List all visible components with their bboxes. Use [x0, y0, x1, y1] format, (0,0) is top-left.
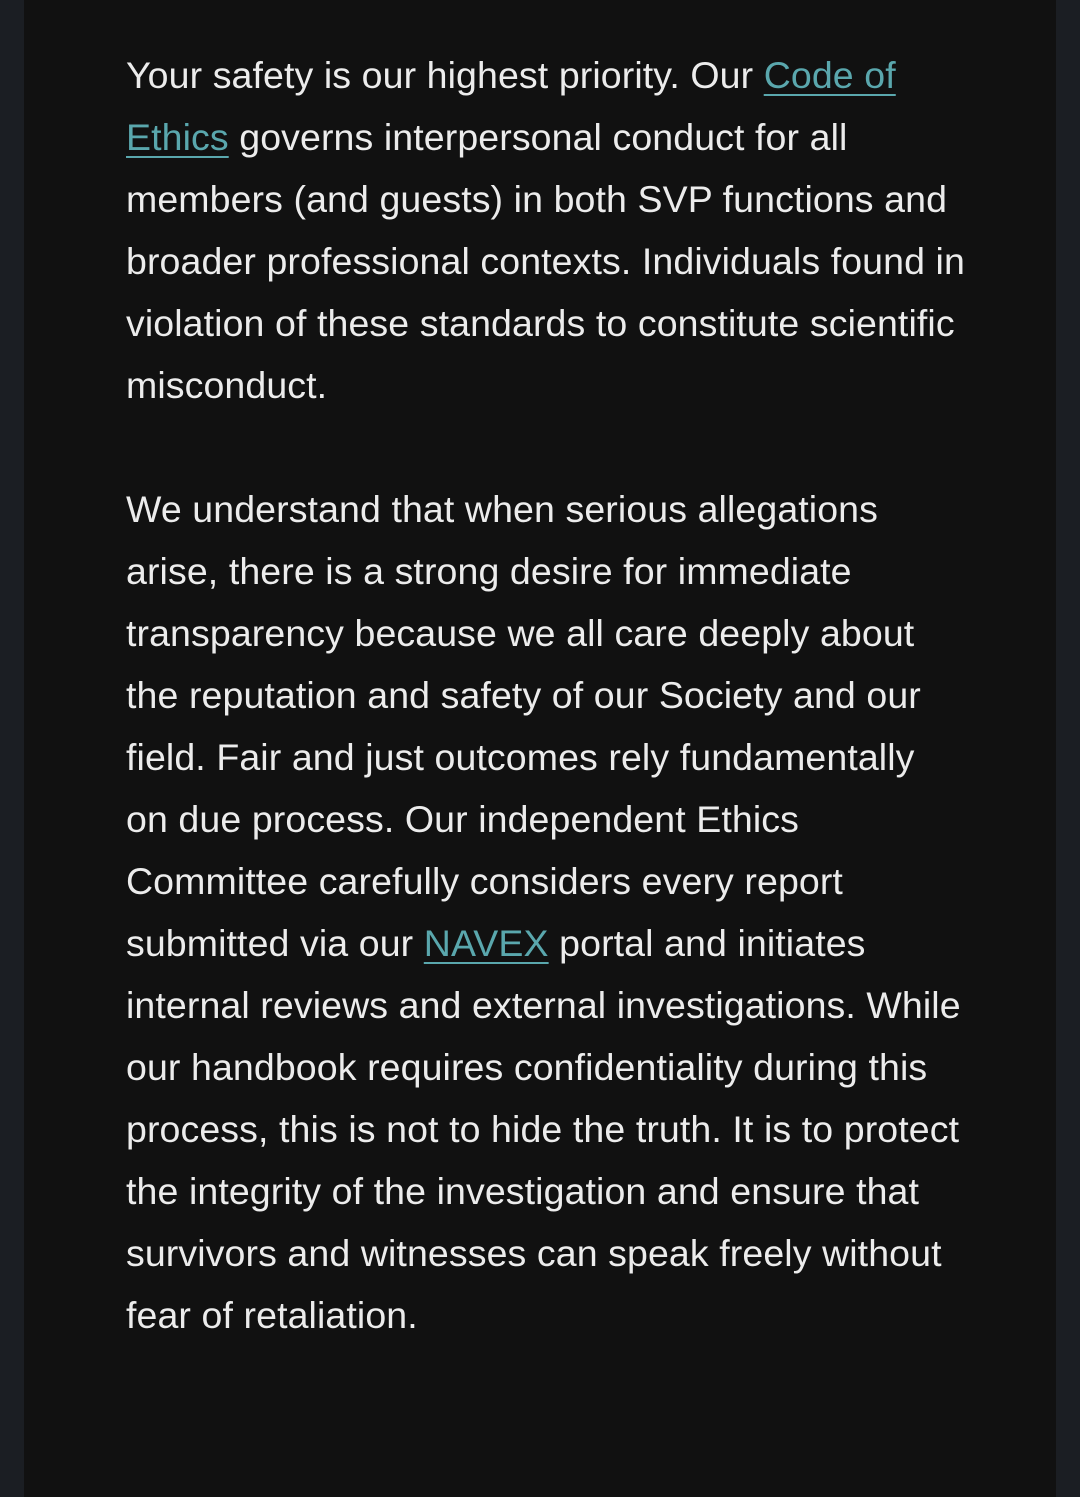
paragraph-safety — [126, 44, 966, 416]
navex-link[interactable]: NAVEX — [423, 922, 549, 964]
paragraph-transparency-text-end: portal and initiates internal reviews and external investigations. While our handbook requires confidentiality during this process, this is not to hide the truth. It is to protect the integrity of the investigation and ensure that survivors and witnesses can speak freely without fear of retaliation. — [126, 922, 961, 1336]
article-card — [24, 0, 1056, 1497]
paragraph-transparency-text-start: We understand that when serious allegations arise, there is a strong desire for immediate transparency because we all care deeply about the reputation and safety of our Society and our field. Fair and just outcomes rely fundamentally on due process. Our independent Ethics Committee carefully considers every report submitted via our — [126, 488, 921, 964]
code-of-ethics-link[interactable]: Code of Ethics — [126, 54, 896, 158]
article-body — [126, 44, 966, 1346]
paragraph-safety-text-start: Your safety is our highest priority. Our — [126, 54, 764, 96]
paragraph-safety-text-end: governs interpersonal conduct for all members (and guests) in both SVP functions and broader professional contexts. Individuals found in violation of these standards to constitute scientific misconduct. — [126, 116, 965, 406]
paragraph-transparency — [126, 478, 966, 1346]
